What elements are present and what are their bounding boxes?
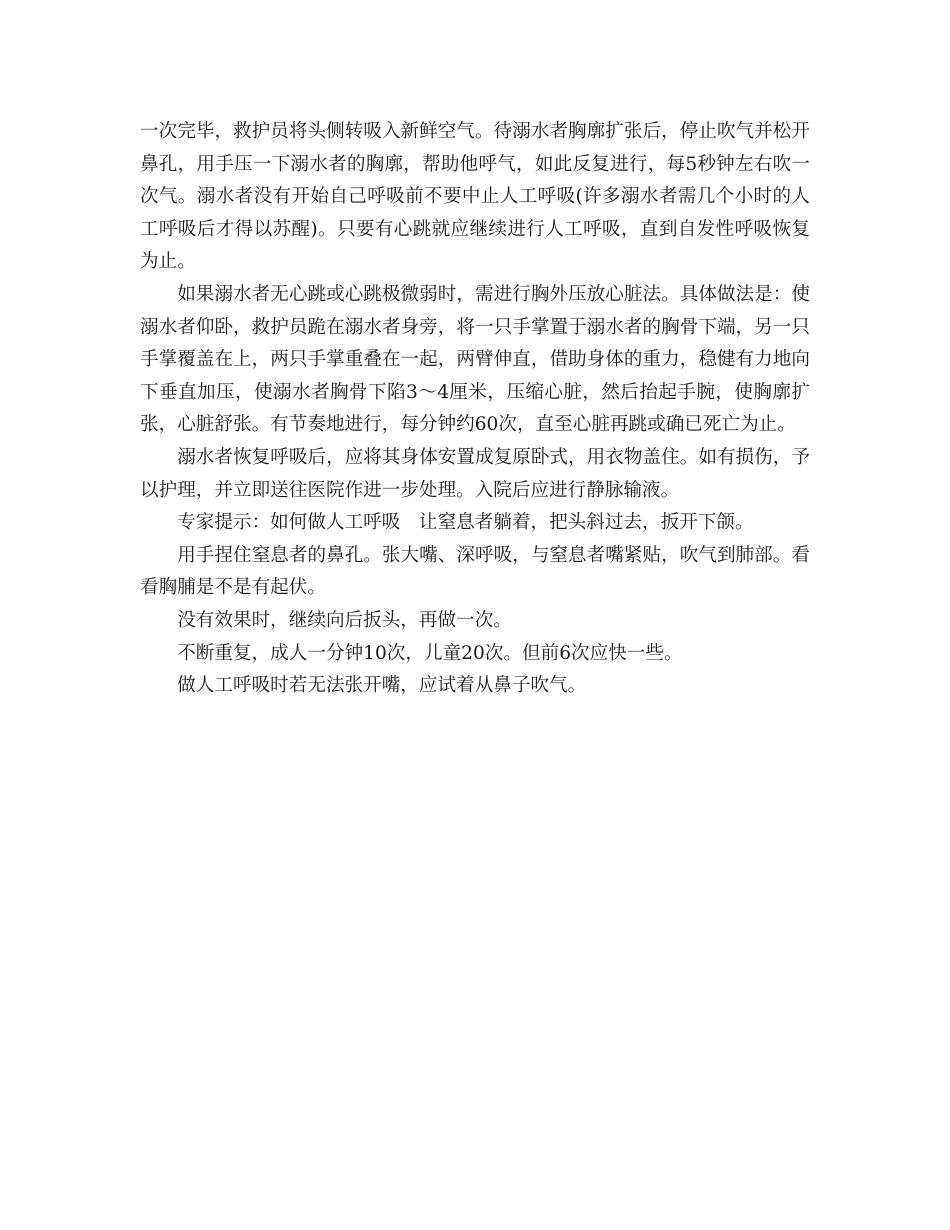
document-page xyxy=(140,116,810,703)
paragraph-step-nose-breathing: 做人工呼吸时若无法张开嘴，应试着从鼻子吹气。 xyxy=(177,675,587,697)
paragraph-chest-compression: 如果溺水者无心跳或心跳极微弱时，需进行胸外压放心脏法。具体做法是：使溺水者仰卧，救护员跪在溺水者身旁，将一只手掌置于溺水者的胸骨下端，另一只手掌覆盖在上，两只手掌重叠在一起，两臂伸直，借助身体的重力，稳健有力地向下垂直加压，使溺水者胸骨下陷3～4厘米，压缩心脏，然后抬起手腕，使胸廓扩张，心脏舒张。有节奏地进行，每分钟约60次，直至心脏再跳或确已死亡为止。 xyxy=(140,283,810,436)
paragraph-continuation: 一次完毕，救护员将头侧转吸入新鲜空气。待溺水者胸廓扩张后，停止吹气并松开鼻孔，用手压一下溺水者的胸廓，帮助他呼气，如此反复进行，每5秒钟左右吹一次气。溺水者没有开始自己呼吸前不要中止人工呼吸(许多溺水者需几个小时的人工呼吸后才得以苏醒)。只要有心跳就应继续进行人工呼吸，直到自发性呼吸恢复为止。 xyxy=(140,121,810,273)
paragraph-recovery: 溺水者恢复呼吸后，应将其身体安置成复原卧式，用衣物盖住。如有损伤，予以护理，并立即送往医院作进一步处理。入院后应进行静脉输液。 xyxy=(140,446,810,501)
paragraph-step-pinch-nose: 用手捏住窒息者的鼻孔。张大嘴、深呼吸，与窒息者嘴紧贴，吹气到肺部。看看胸脯是不是有起伏。 xyxy=(140,544,810,599)
paragraph-step-retry: 没有效果时，继续向后扳头，再做一次。 xyxy=(177,609,512,631)
paragraph-step-repeat: 不断重复，成人一分钟10次，儿童20次。但前6次应快一些。 xyxy=(177,642,683,664)
paragraph-expert-tip: 专家提示：如何做人工呼吸 让窒息者躺着，把头斜过去，扳开下颌。 xyxy=(177,512,754,534)
